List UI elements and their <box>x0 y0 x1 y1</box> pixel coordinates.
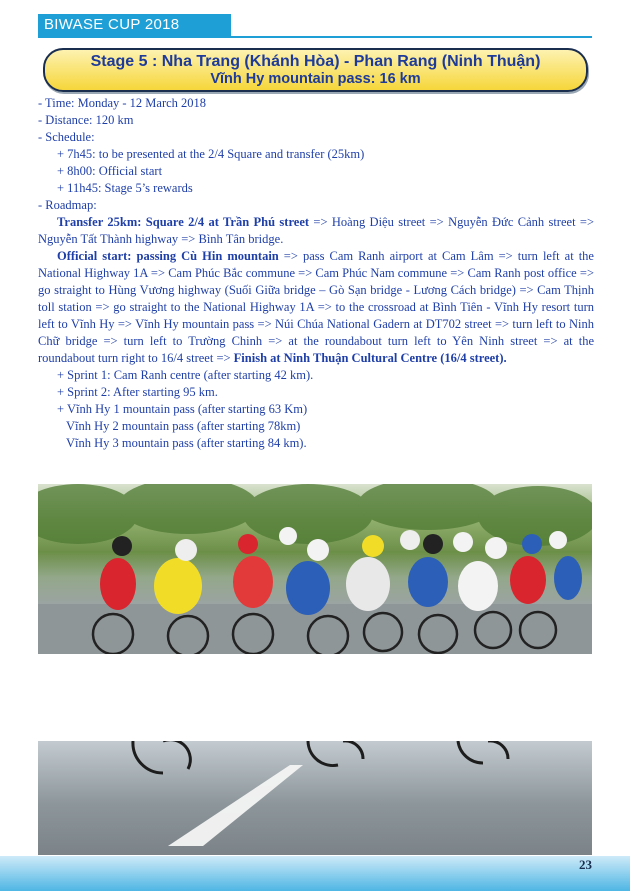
header-title: BIWASE CUP 2018 <box>44 16 180 33</box>
transfer-bold: Transfer 25km: Square 2/4 at Trần Phú street <box>57 215 310 229</box>
footer-band <box>0 856 630 891</box>
stage-subtitle: Vĩnh Hy mountain pass: 16 km <box>210 71 421 87</box>
header-divider <box>38 36 592 38</box>
official-start-bold: Official start: passing Cù Hin mountain <box>57 249 279 263</box>
sprint-item: + Vĩnh Hy 1 mountain pass (after starting 63 Km) <box>57 402 308 416</box>
schedule-item: + 7h45: to be presented at the 2/4 Square and transfer (25km) <box>57 147 365 161</box>
roadmap-label: - Roadmap: <box>38 198 97 212</box>
sprint-item: Vĩnh Hy 2 mountain pass (after starting 78km) <box>66 419 301 433</box>
schedule-item: + 8h00: Official start <box>57 164 163 178</box>
official-start-paragraph <box>38 248 594 367</box>
sprint-item: Vĩnh Hy 3 mountain pass (after starting 84 km). <box>66 436 307 450</box>
stage-details <box>38 95 594 452</box>
schedule-label: - Schedule: <box>38 130 95 144</box>
road-photo <box>38 741 592 855</box>
sprint-item: + Sprint 2: After starting 95 km. <box>57 385 218 399</box>
stage-title-box <box>43 48 588 92</box>
time-line: - Time: Monday - 12 March 2018 <box>38 96 207 110</box>
cyclists-photo <box>38 484 592 654</box>
official-route-text: => pass Cam Ranh airport at Cam Lâm => turn left at the National Highway 1A => Cam Phúc Bắc commune => Cam Phúc Nam commune => Cam Ranh post office => go straight to Hùng Vương highway (Suối Giữa bridge – Gò Sạn bridge - Lương Cách bridge) => Cam Thịnh toll station => go straight to the National Highway 1A => to the crossroad at Bình Tiên - Vĩnh Hy resort turn left to Vĩnh Hy => Vĩnh Hy mountain pass => Núi Chúa National Gadern at DT702 street => turn left to Ninh Chữ bridge => turn left to Trường Chinh => at the roundabout turn left to Yên Ninh street => at the roundabout turn right to 16/4 street => <box>38 249 594 365</box>
finish-bold: Finish at Ninh Thuận Cultural Centre (16/4 street). <box>233 351 507 365</box>
transfer-text: => Hoàng Diệu street => Nguyễn Đức Cảnh street => Nguyễn Tất Thành highway => Bình Tân bridge. <box>38 215 595 246</box>
schedule-item: + 11h45: Stage 5’s rewards <box>57 181 193 195</box>
sprint-item: + Sprint 1: Cam Ranh centre (after starting 42 km). <box>57 368 314 382</box>
transfer-paragraph <box>38 214 594 248</box>
stage-title: Stage 5 : Nha Trang (Khánh Hòa) - Phan Rang (Ninh Thuận) <box>90 53 541 70</box>
distance-line: - Distance: 120 km <box>38 113 134 127</box>
page-number: 23 <box>579 857 592 872</box>
